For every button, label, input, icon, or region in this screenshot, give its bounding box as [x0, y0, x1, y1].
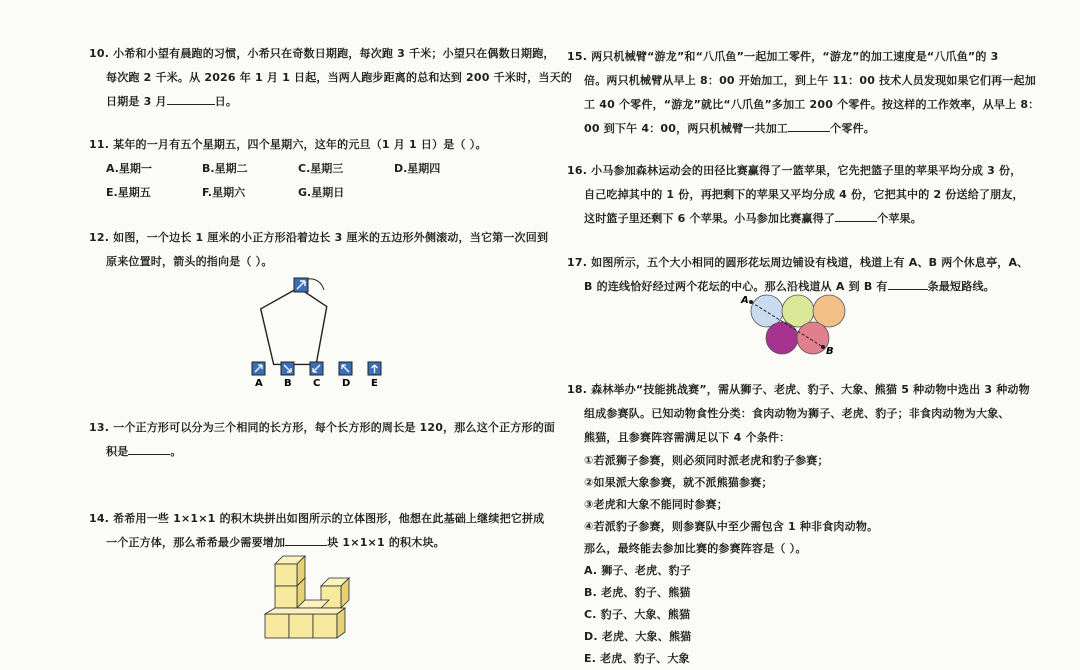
- q18-line-3: 熊猫，且参赛阵容需满足以下 4 个条件：: [584, 431, 791, 444]
- q15-answer-blank[interactable]: [788, 121, 830, 132]
- choice-label-b: B: [284, 378, 292, 389]
- q11-option-b[interactable]: B.星期二: [202, 162, 248, 175]
- flowerbed-circle-3: [813, 295, 845, 327]
- q18-line-2: 组成参赛队。已知动物食性分类：食肉动物为狮子、老虎、豹子；非食肉动物为大象、: [584, 407, 1010, 420]
- choice-label-e: E: [371, 378, 378, 389]
- q13-line-1: 13. 一个正方形可以分为三个相同的长方形，每个长方形的周长是 120，那么这个正方形的面: [89, 421, 556, 434]
- question-14: [89, 507, 544, 555]
- q14-line-2-text: 一个正方体，那么希希最少需要增加: [106, 536, 286, 549]
- q16-answer-blank[interactable]: [835, 211, 877, 222]
- q15-line-2: 倍。两只机械臂从早上 8：00 开始加工，到上午 11：00 技术人员发现如果它们再一起加: [584, 74, 1036, 87]
- q13-answer-blank[interactable]: [128, 444, 170, 455]
- q18-option-a[interactable]: A. 狮子、老虎、豹子: [584, 564, 691, 577]
- q18-condition-2: ②如果派大象参赛，就不派熊猫参赛；: [584, 476, 773, 489]
- q14-cube-figure: [262, 552, 352, 644]
- q11-option-a[interactable]: A.星期一: [106, 162, 152, 175]
- question-16: [567, 159, 1024, 231]
- q13-line-2: [89, 440, 555, 464]
- q15-line-4-end: 个零件。: [830, 122, 875, 135]
- flowerbed-circle-5: [797, 322, 829, 354]
- q11-option-d[interactable]: D.星期四: [394, 162, 441, 175]
- q16-line-3-text: 这时篮子里还剩下 6 个苹果。小马参加比赛赢得了: [584, 212, 836, 225]
- question-15: [567, 45, 1039, 141]
- q14-answer-blank[interactable]: [285, 535, 327, 546]
- q17-flowerbed-figure: [740, 292, 850, 358]
- choice-label-c: C: [313, 378, 321, 389]
- q18-condition-4: ④若派豹子参赛，则参赛队中至少需包含 1 种非食肉动物。: [584, 520, 879, 533]
- question-13: [89, 416, 555, 464]
- q18-ask: 那么，最终能去参加比赛的参赛阵容是（ ）。: [584, 542, 807, 555]
- q10-line-3-end: 日。: [214, 95, 238, 108]
- rotation-arc: [308, 279, 324, 290]
- q15-line-1: 15. 两只机械臂“游龙”和“八爪鱼”一起加工零件，“游龙”的加工速度是“八爪鱼”的 3: [567, 50, 999, 63]
- q17-line-2-end: 条最短路线。: [927, 280, 995, 293]
- q16-line-3: [567, 207, 1024, 231]
- point-b-label: B: [826, 346, 834, 357]
- q12-pentagon-figure: [240, 270, 400, 400]
- q18-condition-1: ①若派狮子参赛，则必须同时派老虎和豹子参赛；: [584, 454, 829, 467]
- q18-option-d[interactable]: D. 老虎、大象、熊猫: [584, 630, 692, 643]
- q18-option-b[interactable]: B. 老虎、豹子、熊猫: [584, 586, 691, 599]
- q10-line-3: [89, 90, 572, 114]
- q17-answer-blank[interactable]: [888, 279, 928, 290]
- q16-line-3-end: 个苹果。: [877, 212, 922, 225]
- q10-line-3-text: 日期是 3 月: [106, 95, 167, 108]
- question-12: [89, 226, 548, 274]
- q11-stem: 11. 某年的一月有五个星期五，四个星期六，这年的元旦（1 月 1 日）是（ ）。: [89, 138, 487, 151]
- q18-line-1: 18. 森林举办“技能挑战赛”，需从狮子、老虎、豹子、大象、熊猫 5 种动物中选出 3 种动物: [567, 383, 1030, 396]
- question-10: [89, 42, 572, 114]
- point-a-label: A: [741, 295, 749, 306]
- q13-line-2-text: 积是: [106, 445, 129, 458]
- q15-line-3: 工 40 个零件，“游龙”就比“八爪鱼”多加工 200 个零件。按这样的工作效率，从早上 8：: [584, 98, 1040, 111]
- q10-answer-blank[interactable]: [167, 94, 215, 105]
- point-b-dot: [821, 345, 825, 349]
- q12-line-2: 原来位置时，箭头的指向是（ ）。: [106, 255, 273, 268]
- pentagon-shape: [261, 288, 327, 365]
- question-18: [567, 378, 1030, 670]
- choice-label-a: A: [255, 378, 263, 389]
- q15-line-4: [567, 117, 1039, 141]
- q14-line-2-end: 块 1×1×1 的积木块。: [327, 536, 445, 549]
- point-a-dot: [749, 300, 753, 304]
- q11-option-e[interactable]: E.星期五: [106, 186, 151, 199]
- q13-line-2-end: 。: [170, 445, 182, 458]
- q17-line-1: 17. 如图所示，五个大小相同的圆形花坛周边铺设有栈道，栈道上有 A、B 两个休息亭，A、: [567, 256, 1029, 269]
- q17-line-2-text: B 的连线恰好经过两个花坛的中心。那么沿栈道从 A 到 B 有: [584, 280, 888, 293]
- q12-line-1: 12. 如图，一个边长 1 厘米的小正方形沿着边长 3 厘米的五边形外侧滚动，当它第一次回到: [89, 231, 549, 244]
- q18-condition-3: ③老虎和大象不能同时参赛；: [584, 498, 728, 511]
- q15-line-4-text: 00 到下午 4：00，两只机械臂一共加工: [584, 122, 789, 135]
- cube-blocks: [265, 556, 349, 638]
- q16-line-2: 自己吃掉其中的 1 份，再把剩下的苹果又平均分成 4 份，它把其中的 2 份送给了朋友，: [584, 188, 1024, 201]
- q11-option-f[interactable]: F.星期六: [202, 186, 246, 199]
- choice-label-d: D: [342, 378, 351, 389]
- q12-choice-squares: [252, 362, 381, 375]
- q11-option-c[interactable]: C.星期三: [298, 162, 344, 175]
- q11-option-g[interactable]: G.星期日: [298, 186, 345, 199]
- q18-option-c[interactable]: C. 豹子、大象、熊猫: [584, 608, 691, 621]
- flowerbed-circle-4: [766, 322, 798, 354]
- q10-line-1: 10. 小希和小望有晨跑的习惯，小希只在奇数日期跑，每次跑 3 千米；小望只在偶数日期跑，: [89, 47, 555, 60]
- q10-line-2: 每次跑 2 千米。从 2026 年 1 月 1 日起，当两人跑步距离的总和达到 200 千米时，当天的: [106, 71, 573, 84]
- q18-option-e[interactable]: E. 老虎、豹子、大象: [584, 652, 690, 665]
- question-11: [89, 133, 487, 157]
- q16-line-1: 16. 小马参加森林运动会的田径比赛赢得了一篮苹果，它先把篮子里的苹果平均分成 3 份，: [567, 164, 1022, 177]
- q14-line-1: 14. 希希用一些 1×1×1 的积木块拼出如图所示的立体图形，他想在此基础上继续把它拼成: [89, 512, 545, 525]
